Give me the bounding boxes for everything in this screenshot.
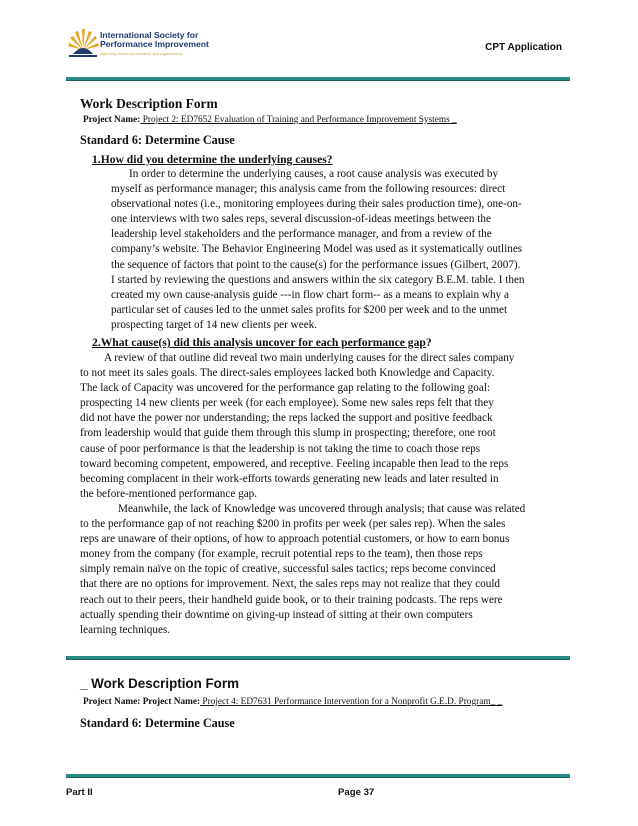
answer-1-line: one interviews with two sales reps, several discussion-of-ideas meetings between the (111, 213, 491, 226)
project-name-label-2: Project Name: (83, 697, 141, 707)
form-title: Work Description Form (80, 96, 218, 111)
project-name-value: Project 2: ED7652 Evaluation of Training and Performance Improvement Systems (140, 115, 450, 125)
answer-1-line: the sequence of factors that point to the cause(s) for the performance issues (Gilbert, 2007). (111, 258, 521, 271)
section-divider (66, 656, 570, 660)
answer-2-line: toward becoming competent, empowered, and receptive. Feeling incapable then lead to the reps (80, 457, 509, 470)
answer-1-line: myself as performance manager; this analysis came from the following resources: direct (111, 183, 506, 196)
answer-2-line: A review of that outline did reveal two main underlying causes for the direct sales company (104, 352, 515, 364)
answer-2-line: money from the company (for example, recruit potential reps to the team), then those reps (80, 548, 483, 561)
logo-tagline: improving human performance and organizations (100, 52, 183, 56)
answer-2-line: becoming complacent in their work-efforts towards generating new leads and later resulted in (80, 472, 499, 485)
cpt-application-label: CPT Application (485, 42, 562, 53)
answer-2-line: cause of poor performance is that the leadership is not taking the time to coach those reps (80, 442, 481, 455)
answer-2 (80, 351, 585, 638)
answer-1-line: observational notes (i.e., monitoring employees during their sales production time), one-on- (111, 198, 522, 211)
answer-2-line: the before-mentioned performance gap. (80, 487, 258, 500)
answer-2-line: simply remain naïve on the topic of creative, successful sales tactics; reps become convinced (80, 563, 496, 576)
answer-1-line: I started by reviewing the questions and answers within the six category B.E.M. table. I then (111, 273, 525, 286)
project-name-label: Project Name: (83, 115, 141, 125)
form-title-2: _ Work Description Form (80, 676, 239, 691)
answer-2-line: did not have the power nor understanding; the reps lacked the support and positive feedback (80, 412, 493, 425)
answer-2-line: The lack of Capacity was uncovered for the performance gap relating to the following goal: (80, 382, 491, 395)
answer-1 (111, 167, 581, 333)
answer-1-line: company’s website. The Behavior Engineering Model was used as it systematically outlines (111, 243, 523, 256)
answer-1-line: leadership level stakeholders and the performance manager, and from a review of the (111, 228, 492, 241)
answer-2-line: to the performance gap of not reaching $200 in profits per week (per sales rep). When the sales (80, 518, 506, 531)
answer-2-line: reps are unaware of their options, of how to approach potential customers, or how to earn bonus (80, 533, 510, 546)
ispi-logo (66, 28, 209, 62)
answer-2-line: learning techniques. (80, 623, 171, 636)
project-name-trail: _ (449, 115, 457, 125)
answer-1-line: particular set of causes led to the unmet sales profits for $200 per week and to the unmet (111, 303, 508, 316)
project-name-value-2: Project 4: ED7631 Performance Intervention for a Nonprofit G.E.D. Program (200, 697, 491, 707)
answer-1-line: In order to determine the underlying causes, a root cause analysis was executed by (129, 168, 499, 180)
answer-2-line: that there are no options for improvement. Next, the sales reps may not realize that they could (80, 578, 501, 591)
footer-part-label: Part II (66, 787, 93, 798)
question-1: 1.How did you determine the underlying causes? (92, 153, 333, 166)
project-name-line-2 (83, 697, 502, 707)
question-2-mark: ? (425, 336, 432, 349)
standard-heading-2: Standard 6: Determine Cause (80, 716, 235, 730)
answer-2-line: reach out to their peers, their handheld guide book, or to their training podcasts. The reps were (80, 593, 503, 606)
answer-2-line: to not meet its sales goals. The direct-sales employees lacked both Knowledge and Capacity. (80, 367, 495, 380)
answer-2-line: actually spending their downtime on giving-up instead of sitting at their own computers (80, 608, 473, 621)
logo-line-1: International Society for (100, 30, 199, 40)
project-name-trail-2: _ _ (490, 697, 503, 707)
footer-divider (66, 774, 570, 778)
logo-line-2: Performance Improvement (100, 39, 209, 50)
project-name-label-2b: Project Name: (140, 697, 201, 707)
question-2: 2.What cause(s) did this analysis uncover for each performance gap (92, 336, 426, 349)
answer-2-line: Meanwhile, the lack of Knowledge was uncovered through analysis; that cause was related (118, 502, 526, 515)
answer-1-line: prospecting target of 14 new clients per week. (111, 318, 318, 331)
footer-page-number: Page 37 (338, 787, 375, 798)
header-divider (66, 77, 570, 81)
question-2-line (92, 336, 432, 349)
answer-2-line: prospecting 14 new clients per week (for each employee). Some new sales reps felt that they (80, 397, 494, 410)
project-name-line (83, 115, 457, 125)
answer-2-line: from leadership would that guide them through this slump in prospecting; therefore, one root (80, 427, 496, 440)
answer-1-line: created my own cause-analysis guide ---in flow chart form-- as a means to explain why a (111, 288, 509, 301)
standard-heading: Standard 6: Determine Cause (80, 133, 235, 147)
sunburst-logo-icon (66, 28, 100, 62)
